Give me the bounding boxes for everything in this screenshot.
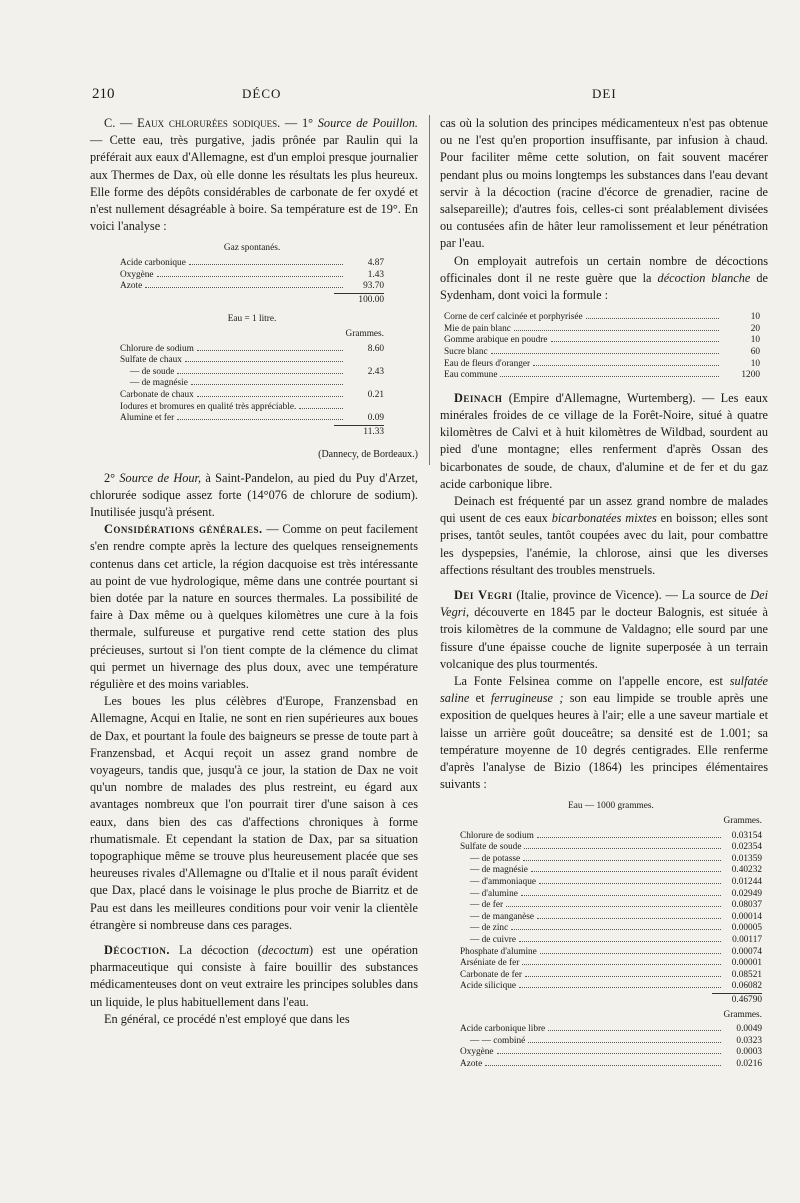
row-label: Oxygène	[120, 269, 154, 280]
table-row	[444, 370, 760, 382]
table-caption: Eau = 1 litre.	[227, 314, 277, 325]
row-value: 0.40232	[731, 865, 762, 876]
table-row	[460, 831, 762, 843]
dot-leader	[551, 341, 719, 342]
dot-leader	[540, 953, 721, 954]
officinal-paragraph: On employait autrefois un certain nombre de décoctions officinales dont il ne reste guère que la décoction blanche de Sydenham, dont voici la formule :	[440, 253, 768, 303]
row-label: Alumine et fer	[120, 413, 175, 424]
dot-leader	[500, 376, 719, 377]
row-label: — d'ammoniaque	[470, 877, 536, 888]
hour-paragraph: 2° Source de Hour, à Saint-Pandelon, au pied du Puy d'Arzet, chlorurée sodique assez forte (14°076 de chlorure de sodium). Inutilisée jusqu'à présent.	[90, 470, 418, 519]
row-label: — de manganèse	[470, 911, 535, 922]
row-value: 8.60	[367, 343, 384, 354]
dot-leader	[524, 848, 721, 849]
dot-leader	[185, 361, 343, 362]
table-row	[460, 981, 762, 993]
table-row	[120, 355, 384, 367]
row-label: Corne de cerf calcinée et porphyrisée	[444, 312, 583, 323]
decoction-paragraph: Décoction. La décoction (decoctum) est une opération pharmaceutique qui consiste à faire bouillir des substances médicamenteuses dont on veut extraire les principes solubles dans un liquide, le plus habituellement dans l'eau.	[90, 943, 419, 1009]
dot-leader	[197, 396, 343, 397]
right-running-head: DEI	[592, 86, 617, 101]
row-value: 0.0049	[736, 1024, 762, 1035]
row-label: Azote	[460, 1058, 483, 1069]
row-label: — de fer	[470, 900, 504, 911]
table-total: 0.46790	[712, 993, 762, 1007]
deinach-use-paragraph: Deinach est fréquenté par un assez grand nombre de malades qui usent de ces eaux bicarbonatées mixtes en boisson; elles sont prises, tantôt seules, tantôt coupées avec du lait, pour combattre les dyspepsies, l'anémie, la chlorose, ainsi que les diverses affections résultant des troubles menstruels.	[440, 494, 768, 577]
table-row	[444, 312, 760, 324]
row-label: Acide carbonique	[120, 258, 186, 269]
column-divider	[429, 115, 430, 465]
unit-label: Grammes.	[345, 328, 384, 339]
row-value: 10	[750, 358, 760, 369]
dot-leader	[537, 918, 721, 919]
row-label: Acide carbonique libre	[460, 1024, 546, 1035]
table-total: 100.00	[334, 293, 384, 307]
dot-leader	[523, 860, 721, 861]
row-value: 20	[750, 323, 760, 334]
unit-label: Grammes.	[723, 1009, 762, 1020]
row-value: 0.02354	[731, 842, 762, 853]
table-caption: Gaz spontanés.	[223, 243, 281, 254]
row-value: 0.02949	[731, 888, 762, 899]
table-row	[460, 1059, 762, 1071]
table-row	[120, 281, 384, 293]
row-value: 10	[750, 335, 760, 346]
row-value: 0.0216	[736, 1058, 762, 1069]
table-row	[460, 958, 762, 970]
row-label: — de magnésie	[130, 378, 188, 389]
pouillon-paragraph: C. — Eaux chlorurées sodiques. — 1° Source de Pouillon. — Cette eau, très purgative, jadis prônée par Raulin qui la préférait aux eaux d'Allemagne, est d'un emploi presque journalier aux Thermes de Dax, où elle donne les résultats les plus heureux. Elle forme des dépôts considérables de carbonate de fer oxydé et n'est nullement désagréable à boire. Sa température est de 19°. En voici l'analyse :	[90, 116, 418, 234]
left-column	[90, 115, 418, 1028]
table-row	[460, 935, 762, 947]
table-row	[460, 970, 762, 982]
dot-leader	[177, 373, 343, 374]
row-label: — de cuivre	[470, 935, 516, 945]
dot-leader	[521, 895, 721, 896]
row-value: 0.01359	[731, 853, 762, 864]
page-header	[0, 86, 800, 108]
table-row	[460, 865, 762, 877]
row-label: Acide silicique	[460, 981, 517, 992]
felsinea-paragraph: La Fonte Felsinea comme on l'appelle encore, est sulfatée saline et ferrugineuse ; son eau limpide se trouble après une exposition de quelques heures à l'air; elle a une saveur martiale et laisse un arrière goût douceâtre; sa densité est de 1.001; sa température moyenne de 10 degrés centigrades. Elle renferme d'après l'analyse de Bizio (1864) les principes élémentaires suivants :	[440, 674, 769, 792]
row-label: Eau commune	[444, 370, 498, 381]
table-row	[460, 923, 762, 935]
row-label: — de magnésie	[470, 865, 528, 876]
row-label: Sulfate de chaux	[120, 355, 182, 366]
deinach-paragraph: Deinach (Empire d'Allemagne, Wurtemberg). — Les eaux minérales froides de ce village de la Forêt-Noire, situé à quatre kilomètres de Calvi et à huit kilomètres de Wildbad, sourdent au pied d'une montagne; elles renferment d'après Ossan des bicarbonates de soude, de chaux, d'alumine et de fer et du gaz acide carbonique libre.	[440, 390, 768, 491]
row-label: — de soude	[130, 366, 175, 377]
dot-leader	[525, 976, 721, 977]
dot-leader	[197, 350, 343, 351]
row-value: 0.01244	[731, 877, 762, 888]
table-row	[460, 854, 762, 866]
sydenham-formula-table	[440, 312, 768, 382]
row-value: 0.00014	[731, 911, 762, 922]
table-row	[460, 877, 762, 889]
row-label: Phosphate d'alumine	[460, 946, 537, 957]
dot-leader	[537, 837, 721, 838]
dot-leader	[191, 384, 343, 385]
row-value: 60	[750, 347, 760, 358]
table-row	[120, 258, 384, 270]
dot-leader	[511, 929, 721, 930]
row-label: — d'alumine	[470, 888, 518, 899]
row-value: 0.00074	[731, 946, 762, 957]
table-caption: Eau — 1000 grammes.	[568, 801, 654, 812]
table-row	[120, 390, 384, 402]
row-value: 1.43	[367, 269, 384, 280]
boues-paragraph: Les boues les plus célèbres d'Europe, Franzensbad en Allemagne, Acqui en Italie, ne sont en rien supérieures aux boues de Dax, et pourtant la foule des baigneurs se presse de toute part à Franzensbad, et Acqui reçoit un assez grand nombre de voyageurs, tandis que, jusqu'à ce jour, la station de Dax ne voit qu'un nombre de malades des plus restreint, eu égard aux avantages nombreux que l'on pourrait tirer d'une saison à ces eaux, dans bien des cas d'affections chroniques à forme rhumatismale. Et cependant la station de Dax, par sa situation topographique même se trouve plus heureusement placée que ses heureuses rivales d'Allemagne ou d'Italie et il nous paraît évident que Dax, placé dans le voisinage le plus proche de Biarritz et de Pau est dans les meilleures conditions pour voir venir la clientèle étrangère si nombreuse dans ces parages.	[90, 694, 418, 932]
table-row	[460, 900, 762, 912]
row-value: 4.87	[367, 258, 384, 269]
table-row	[444, 324, 760, 336]
row-label: Mie de pain blanc	[444, 323, 511, 334]
row-value: 1200	[741, 370, 760, 381]
dot-leader	[531, 871, 721, 872]
row-value: 0.08521	[731, 969, 762, 980]
salt-analysis-table	[90, 314, 418, 438]
table-row	[120, 367, 384, 379]
dot-leader	[145, 287, 343, 288]
source-attribution: (Dannecy, de Bordeaux.)	[318, 449, 418, 461]
row-label: Arséniate de fer	[460, 958, 520, 969]
dot-leader	[539, 883, 721, 884]
table-row	[120, 413, 384, 425]
table-row	[444, 347, 760, 359]
dot-leader	[189, 264, 343, 265]
row-label: Gomme arabique en poudre	[444, 335, 548, 346]
table-row	[120, 270, 384, 282]
table-row	[460, 947, 762, 959]
row-value: 0.08037	[731, 900, 762, 911]
unit-label: Grammes.	[723, 816, 762, 827]
row-label: Chlorure de sodium	[120, 343, 194, 354]
row-value: 2.43	[367, 366, 384, 377]
dot-leader	[497, 1053, 721, 1054]
table-row	[444, 335, 760, 347]
table-row	[120, 402, 384, 414]
dot-leader	[533, 365, 719, 366]
row-value: 0.06082	[731, 981, 762, 992]
dot-leader	[177, 419, 343, 420]
dot-leader	[157, 276, 343, 277]
dot-leader	[522, 964, 721, 965]
table-row	[444, 359, 760, 371]
dot-leader	[586, 318, 719, 319]
row-value: 0.0003	[736, 1047, 762, 1058]
row-value: 93.70	[363, 281, 384, 292]
table-row	[460, 1024, 762, 1036]
row-value: 0.03154	[731, 830, 762, 841]
table-row	[120, 378, 384, 390]
right-column	[440, 115, 768, 1079]
row-label: Carbonate de chaux	[120, 389, 194, 400]
dot-leader	[514, 330, 719, 331]
row-value: 0.0323	[736, 1035, 762, 1046]
row-label: Oxygène	[460, 1047, 494, 1058]
row-value: 0.21	[367, 389, 384, 400]
row-value: 10	[750, 312, 760, 323]
dot-leader	[519, 941, 721, 942]
dot-leader	[299, 408, 343, 409]
page-number: 210	[92, 86, 115, 102]
dot-leader	[528, 1042, 721, 1043]
row-value: 0.00005	[731, 923, 762, 934]
gas-analysis-table	[90, 243, 418, 306]
general-paragraph: En général, ce procédé n'est employé que dans les	[104, 1011, 350, 1026]
row-label: — de potasse	[470, 853, 521, 864]
row-value: 0.00117	[732, 935, 762, 945]
row-label: — de zinc	[470, 923, 509, 934]
vegri-analysis-table	[440, 801, 768, 1070]
table-row	[460, 842, 762, 854]
row-label: Carbonate de fer	[460, 969, 522, 980]
table-row	[120, 344, 384, 356]
table-row	[460, 889, 762, 901]
table-total: 11.33	[334, 425, 384, 439]
table-row	[460, 1047, 762, 1059]
continuation-paragraph: cas où la solution des principes médicamenteux n'est pas obtenue ou ne l'est qu'en proportion insuffisante, par infusion à chaud. Pour faciliter même cette solution, on fait souvent macérer pendant plus ou moins longtemps les substances dans l'eau devant servir à la décoction (racine d'écorce de grenadier, racine de salsepareille); d'autres fois, celles-ci sont préalablement divisées ou contusées afin de hâter leur ramolissement et leur pénétration par l'eau.	[440, 116, 768, 251]
row-value: 0.00001	[731, 958, 762, 969]
dot-leader	[519, 987, 721, 988]
row-label: Iodures et bromures en qualité très appréciable.	[120, 401, 297, 412]
dot-leader	[506, 906, 721, 907]
row-label: — — combiné	[470, 1035, 526, 1046]
dot-leader	[485, 1065, 721, 1066]
row-label: Sucre blanc	[444, 347, 488, 358]
row-label: Sulfate de soude	[460, 842, 522, 853]
dot-leader	[491, 353, 719, 354]
row-label: Chlorure de sodium	[460, 830, 534, 841]
dot-leader	[548, 1030, 721, 1031]
row-value: 0.09	[367, 413, 384, 424]
row-label: Azote	[120, 281, 143, 292]
table-row	[460, 912, 762, 924]
dei-vegri-paragraph: Dei Vegri (Italie, province de Vicence). — La source de Dei Vegri, découverte en 1845 par le docteur Balognis, est située à trois kilomètres de la commune de Valdagno; elle sourd par une fissure d'une épaisse couche de lignite superposée à un terrain volcanique des plus tourmentés.	[440, 588, 768, 671]
left-running-head: DÉCO	[242, 86, 282, 101]
row-label: Eau de fleurs d'oranger	[444, 358, 531, 369]
table-row	[460, 1036, 762, 1048]
considerations-paragraph: Considérations générales. — Comme on peut facilement s'en rendre compte après la lecture des quelques renseignements contenus dans cet article, la région dacquoise est très intéressante au point de vue hydrologique, même dans une contrée pourtant si bien dotée par la nature en sources thermales. La possibilité de faire à Dax même ou à quelques kilomètres une cure à la fois thermale, sulfureuse et purgative rend cette station des plus précieuses, surtout si l'on tient compte de la clémence du climat qui permet un hivernage des plus doux, avec une température régulière et des moins variables.	[90, 522, 418, 691]
